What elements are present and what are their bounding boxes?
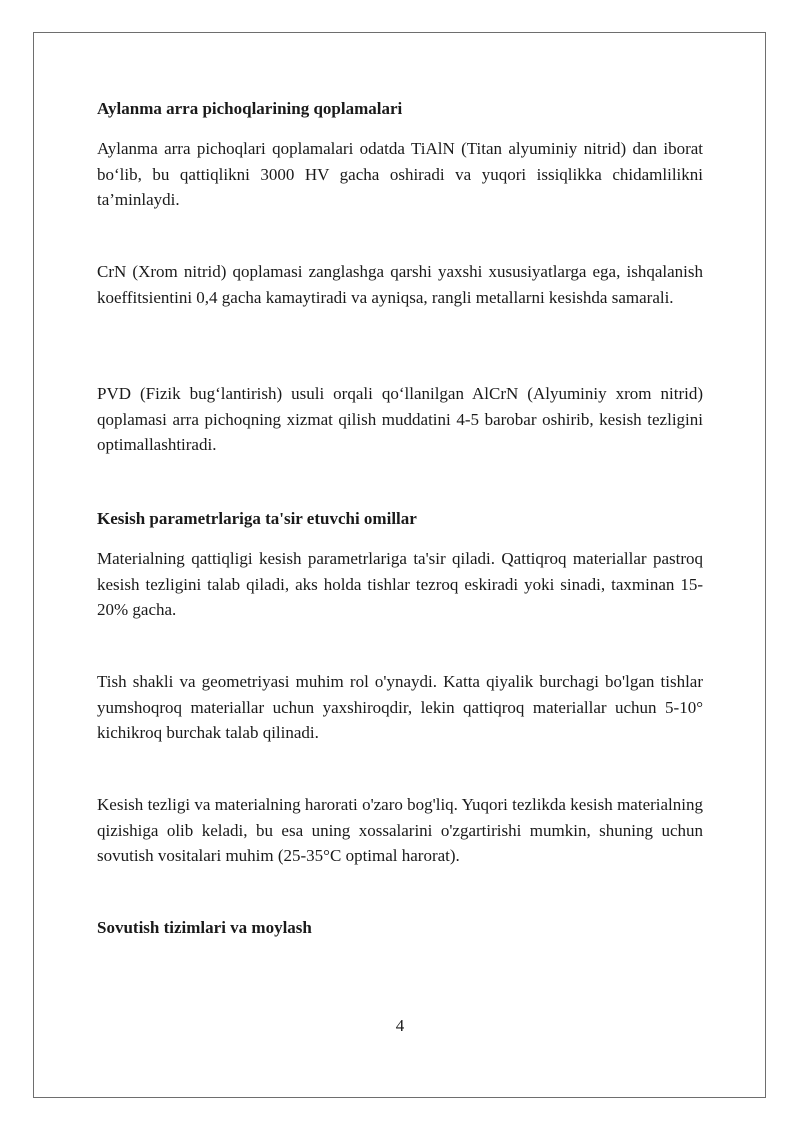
paragraph-cutting-speed: Kesish tezligi va materialning harorati o'zaro bog'liq. Yuqori tezlikda kesish materialning qizishiga olib keladi, bu esa uning xossalarini o'zgartirishi mumkin, shuning uchun sovutish vositalari muhim (25-35°C optimal harorat). — [97, 795, 703, 865]
section-heading-coatings: Aylanma arra pichoqlarining qoplamalari — [97, 99, 403, 118]
paragraph-crn-coating: CrN (Xrom nitrid) qoplamasi zanglashga qarshi yaxshi xususiyatlarga ega, ishqalanish koeffitsientini 0,4 gacha kamaytiradi va ayniqsa, rangli metallarni kesishda samarali. — [97, 262, 703, 307]
section-heading-cooling: Sovutish tizimlari va moylash — [97, 918, 312, 937]
paragraph-tialn-coating: Aylanma arra pichoqlari qoplamalari odatda TiAlN (Titan alyuminiy nitrid) dan iborat bo‘lib, bu qattiqlikni 3000 HV gacha oshiradi va yuqori issiqlikka chidamlilikni ta’minlaydi. — [97, 139, 703, 209]
page-number: 4 — [395, 1016, 405, 1035]
section-heading-cutting-factors: Kesish parametrlariga ta'sir etuvchi omillar — [97, 509, 417, 528]
paragraph-alcrn-coating: PVD (Fizik bug‘lantirish) usuli orqali qo‘llanilgan AlCrN (Alyuminiy xrom nitrid) qoplamasi arra pichoqning xizmat qilish muddatini 4-5 barobar oshirib, kesish tezligini optimallashtiradi. — [97, 384, 703, 454]
paragraph-material-hardness: Materialning qattiqligi kesish parametrlariga ta'sir qiladi. Qattiqroq materiallar pastroq kesish tezligini talab qiladi, aks holda tishlar tezroq eskiradi yoki sinadi, taxminan 15-20% gacha. — [97, 549, 703, 619]
paragraph-tooth-geometry: Tish shakli va geometriyasi muhim rol o'ynaydi. Katta qiyalik burchagi bo'lgan tishlar yumshoqroq materiallar uchun yaxshiroqdir, lekin qattiqroq materiallar uchun 5-10° kichikroq burchak talab qilinadi. — [97, 672, 703, 742]
